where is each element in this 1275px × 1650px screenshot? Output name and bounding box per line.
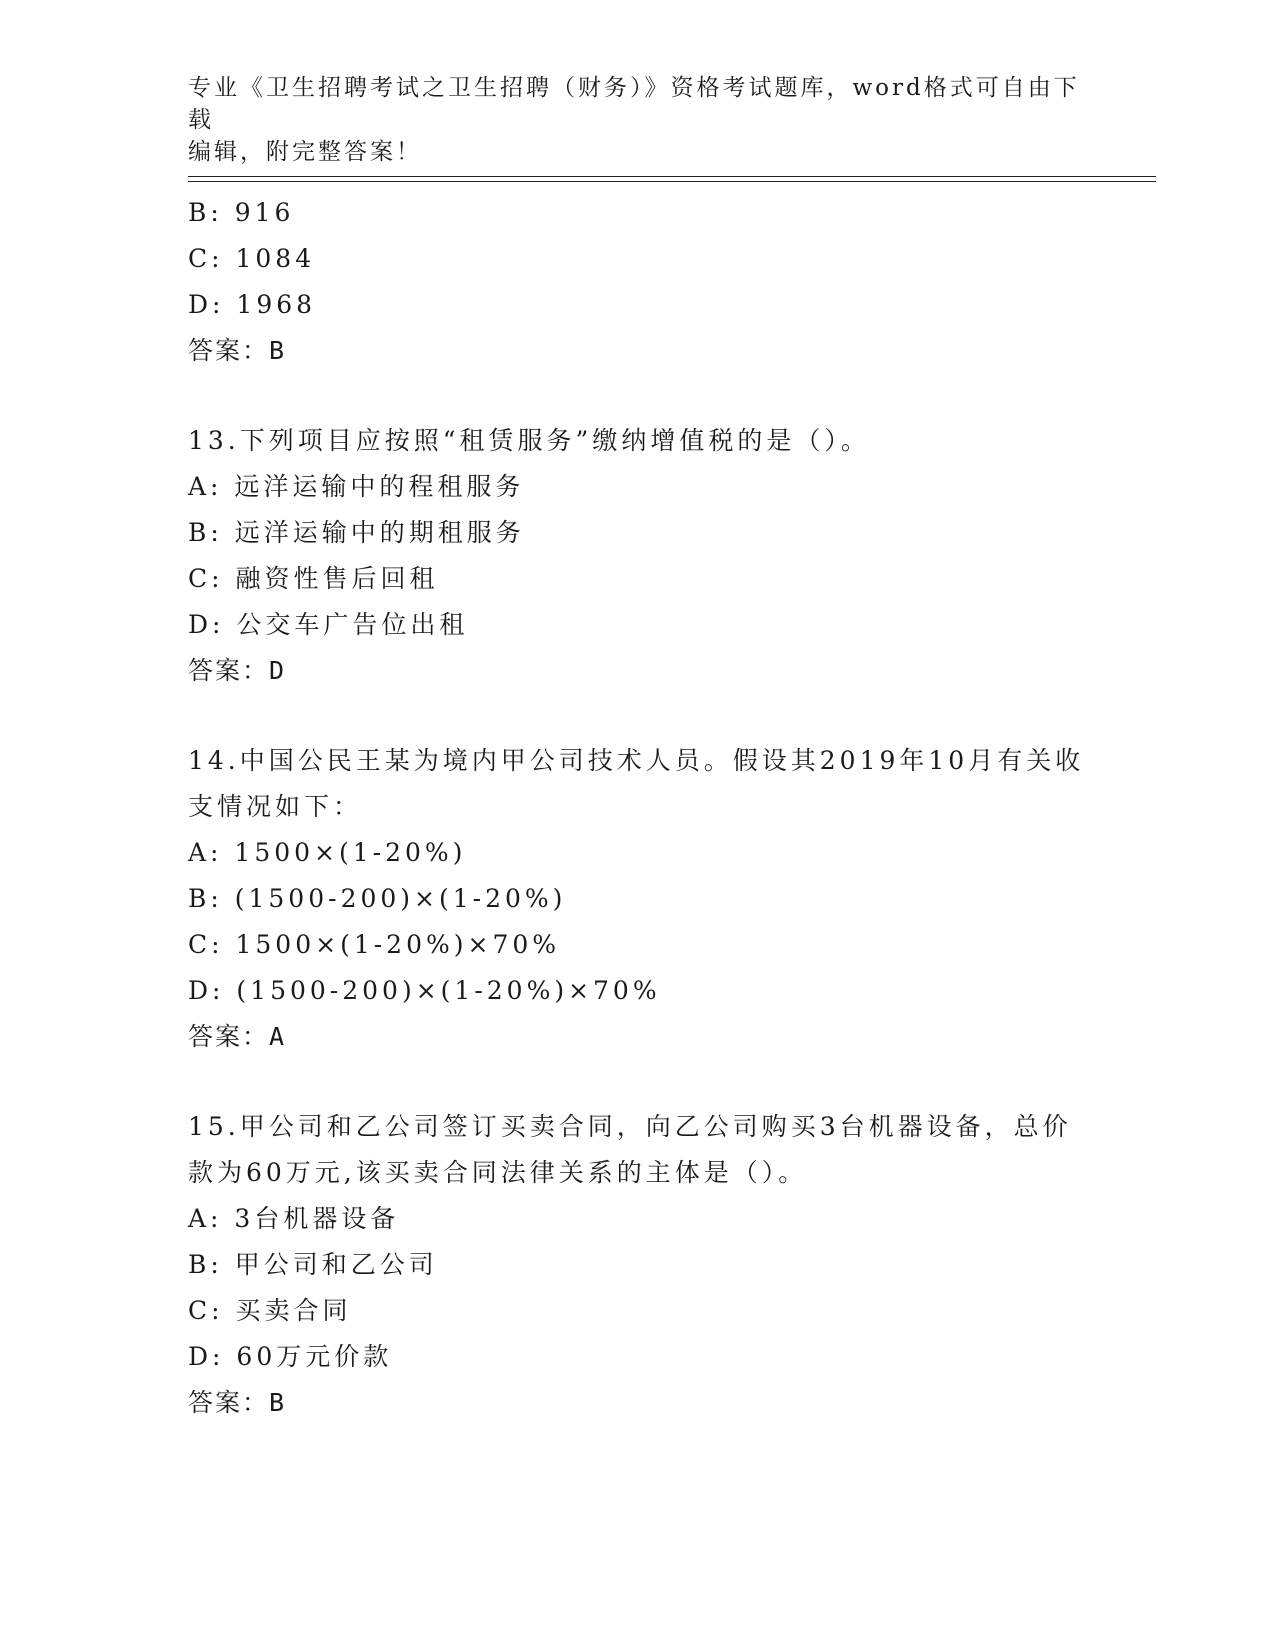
document-header (188, 72, 1088, 168)
option-b: B: 916 (188, 198, 295, 227)
option-a: A: 1500×(1-20%) (188, 838, 467, 867)
question-block-15 (188, 1104, 1088, 1426)
header-divider-top (188, 176, 1156, 177)
option-b: B: 甲公司和乙公司 (188, 1250, 438, 1279)
option-d: D: (1500-200)×(1-20%)×70% (188, 976, 661, 1005)
answer-value: B (269, 1388, 287, 1417)
answer-line (188, 1014, 1088, 1060)
answer-label: 答案： (188, 656, 270, 685)
answer-value: B (269, 336, 287, 365)
question-text-line-2: 款为60万元,该买卖合同法律关系的主体是（）。 (188, 1158, 808, 1187)
question-block-12 (188, 190, 1088, 374)
question-list (188, 190, 1088, 1426)
option-b: B: 远洋运输中的期租服务 (188, 518, 525, 547)
answer-line (188, 648, 1088, 694)
option-c: C: 1084 (188, 244, 316, 273)
question-text-line-1: 15.甲公司和乙公司签订买卖合同，向乙公司购买3台机器设备，总价 (188, 1112, 1072, 1141)
answer-value: A (269, 1022, 287, 1051)
option-d: D: 60万元价款 (188, 1342, 393, 1371)
answer-label: 答案： (188, 336, 270, 365)
question-text: 13.下列项目应按照“租赁服务”缴纳增值税的是（）。 (188, 426, 870, 455)
question-block-14 (188, 738, 1088, 1060)
option-d: D: 1968 (188, 290, 317, 319)
option-c: C: 买卖合同 (188, 1296, 352, 1325)
option-a: A: 远洋运输中的程租服务 (188, 472, 525, 501)
answer-line (188, 1380, 1088, 1426)
option-d: D: 公交车广告位出租 (188, 610, 469, 639)
option-c: C: 1500×(1-20%)×70% (188, 930, 561, 959)
answer-value: D (269, 656, 287, 685)
header-divider-bottom (188, 181, 1156, 182)
option-a: A: 3台机器设备 (188, 1204, 400, 1233)
question-text-line-1: 14.中国公民王某为境内甲公司技术人员。假设其2019年10月有关收 (188, 746, 1085, 775)
question-block-13 (188, 418, 1088, 694)
header-line-2: 编辑，附完整答案！ (188, 139, 422, 165)
option-b: B: (1500-200)×(1-20%) (188, 884, 567, 913)
answer-label: 答案： (188, 1388, 270, 1417)
header-line-1: 专业《卫生招聘考试之卫生招聘（财务）》资格考试题库，word格式可自由下载 (188, 75, 1080, 133)
question-text-line-2: 支情况如下： (188, 792, 363, 821)
answer-label: 答案： (188, 1022, 270, 1051)
option-c: C: 融资性售后回租 (188, 564, 439, 593)
answer-line (188, 328, 1088, 374)
